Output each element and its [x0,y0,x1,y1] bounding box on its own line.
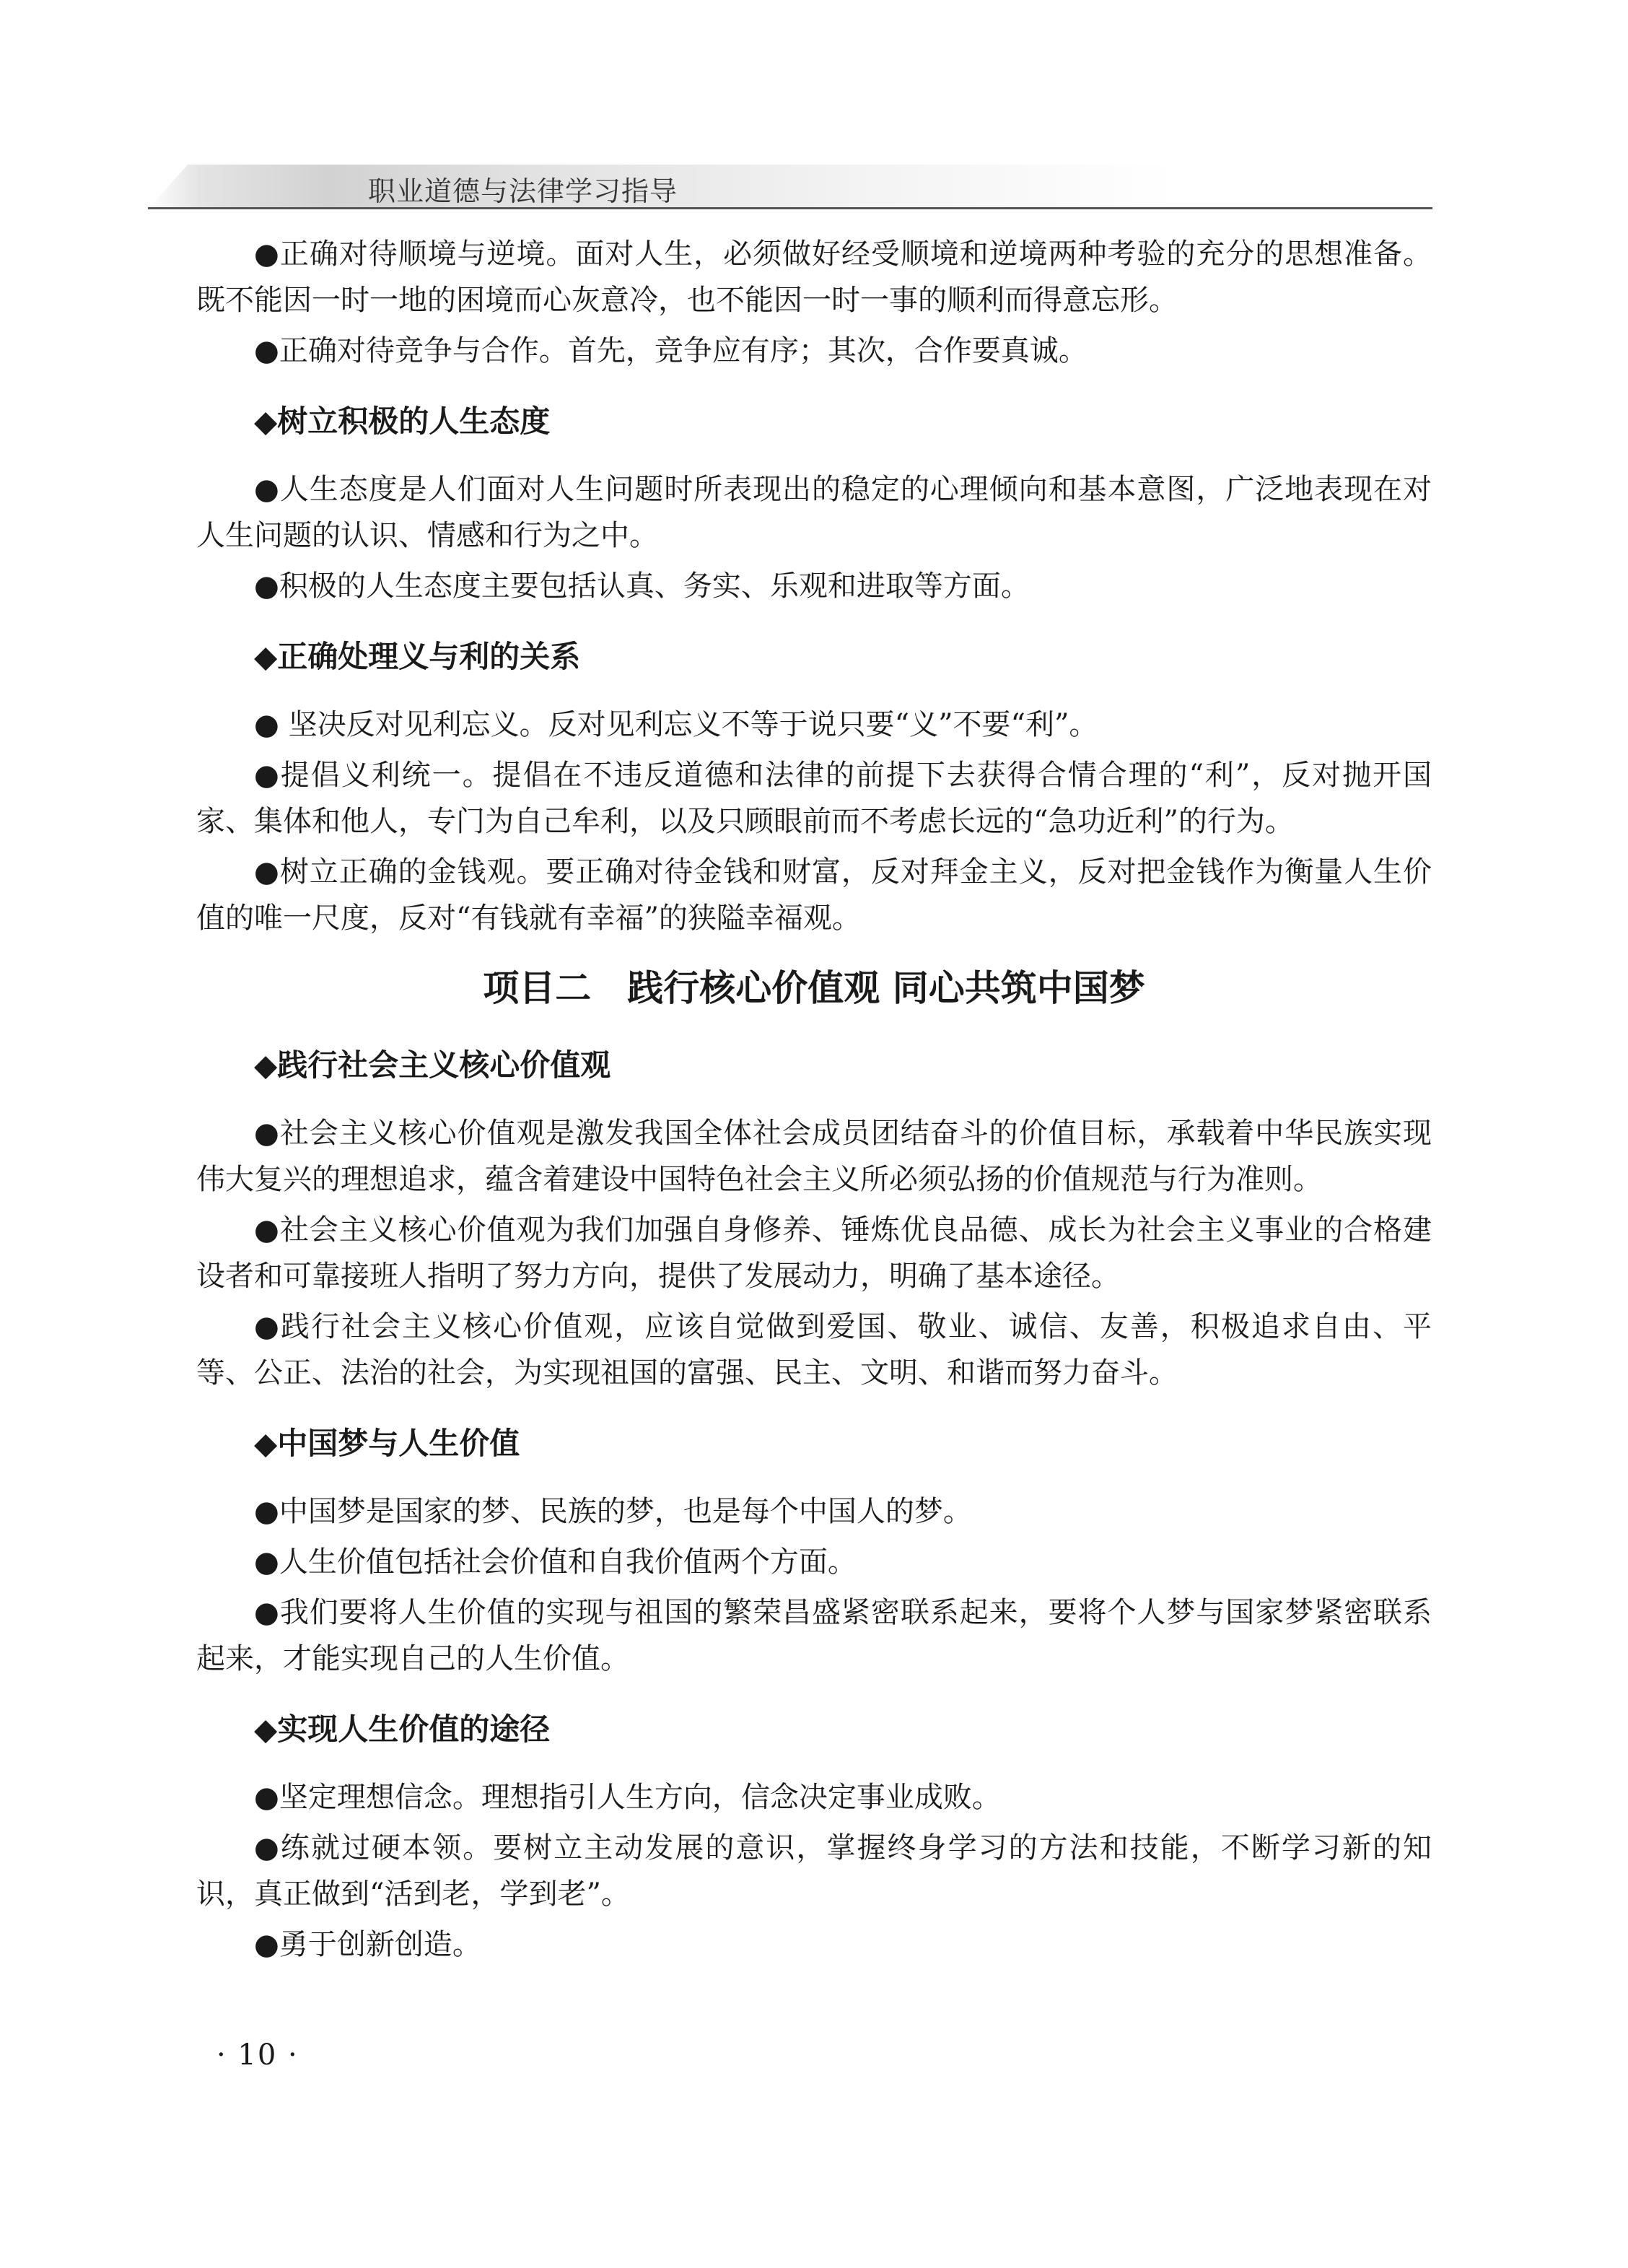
paragraph: ●我们要将人生价值的实现与祖国的繁荣昌盛紧密联系起来，要将个人梦与国家梦紧密联系起来，才能实现自己的人生价值。 [196,1596,1432,1675]
paragraph: ●践行社会主义核心价值观，应该自觉做到爱国、敬业、诚信、友善，积极追求自由、平等、公正、法治的社会，为实现祖国的富强、民主、文明、和谐而努力奋斗。 [196,1310,1432,1390]
paragraph: ●社会主义核心价值观是激发我国全体社会成员团结奋斗的价值目标，承载着中华民族实现伟大复兴的理想追求，蕴含着建设中国特色社会主义所必须弘扬的价值规范与行为准则。 [196,1117,1432,1196]
paragraph: ●正确对待顺境与逆境。面对人生，必须做好经受顺境和逆境两种考验的充分的思想准备。既不能因一时一地的困境而心灰意冷，也不能因一时一事的顺利而得意忘形。 [196,237,1432,317]
paragraph: ●练就过硬本领。要树立主动发展的意识，掌握终身学习的方法和技能，不断学习新的知识，真正做到“活到老，学到老”。 [196,1831,1432,1911]
page-number: · 10 · [216,2038,299,2072]
section-heading: ◆树立积极的人生态度 [254,404,551,439]
header-rule [148,207,1432,209]
running-header-title: 职业道德与法律学习指导 [368,175,678,207]
paragraph: ●提倡义利统一。提倡在不违反道德和法律的前提下去获得合情合理的“利”，反对抛开国家、集体和他人，专门为自己牟利，以及只顾眼前而不考虑长远的“急功近利”的行为。 [196,759,1432,838]
chapter-title: 项目二 践行核心价值观 同心共筑中国梦 [483,967,1145,1009]
paragraph: ●树立正确的金钱观。要正确对待金钱和财富，反对拜金主义，反对把金钱作为衡量人生价值的唯一尺度，反对“有钱就有幸福”的狭隘幸福观。 [196,855,1432,935]
paragraph: ●正确对待竞争与合作。首先，竞争应有序；其次，合作要真诚。 [254,334,1087,367]
paragraph: ●积极的人生态度主要包括认真、务实、乐观和进取等方面。 [254,570,1030,603]
section-heading: ◆正确处理义与利的关系 [254,639,581,674]
section-heading: ◆践行社会主义核心价值观 [254,1047,611,1083]
paragraph: ●勇于创新创造。 [254,1928,481,1961]
paragraph: ●社会主义核心价值观为我们加强自身修养、锤炼优良品德、成长为社会主义事业的合格建设者和可靠接班人指明了努力方向，提供了发展动力，明确了基本途径。 [196,1213,1432,1293]
paragraph: ●坚定理想信念。理想指引人生方向，信念决定事业成败。 [254,1781,1001,1814]
section-heading: ◆中国梦与人生价值 [254,1426,520,1461]
page-body [196,231,1432,1972]
paragraph: ●人生价值包括社会价值和自我价值两个方面。 [254,1545,857,1579]
paragraph: ●人生态度是人们面对人生问题时所表现出的稳定的心理倾向和基本意图，广泛地表现在对人生问题的认识、情感和行为之中。 [196,473,1432,552]
paragraph: ●中国梦是国家的梦、民族的梦，也是每个中国人的梦。 [254,1495,972,1528]
paragraph: ● 坚决反对见利忘义。反对见利忘义不等于说只要“义”不要“利”。 [254,708,1098,741]
running-header [148,165,1432,209]
section-heading: ◆实现人生价值的途径 [254,1711,551,1747]
header-decorative-band [148,165,1432,209]
